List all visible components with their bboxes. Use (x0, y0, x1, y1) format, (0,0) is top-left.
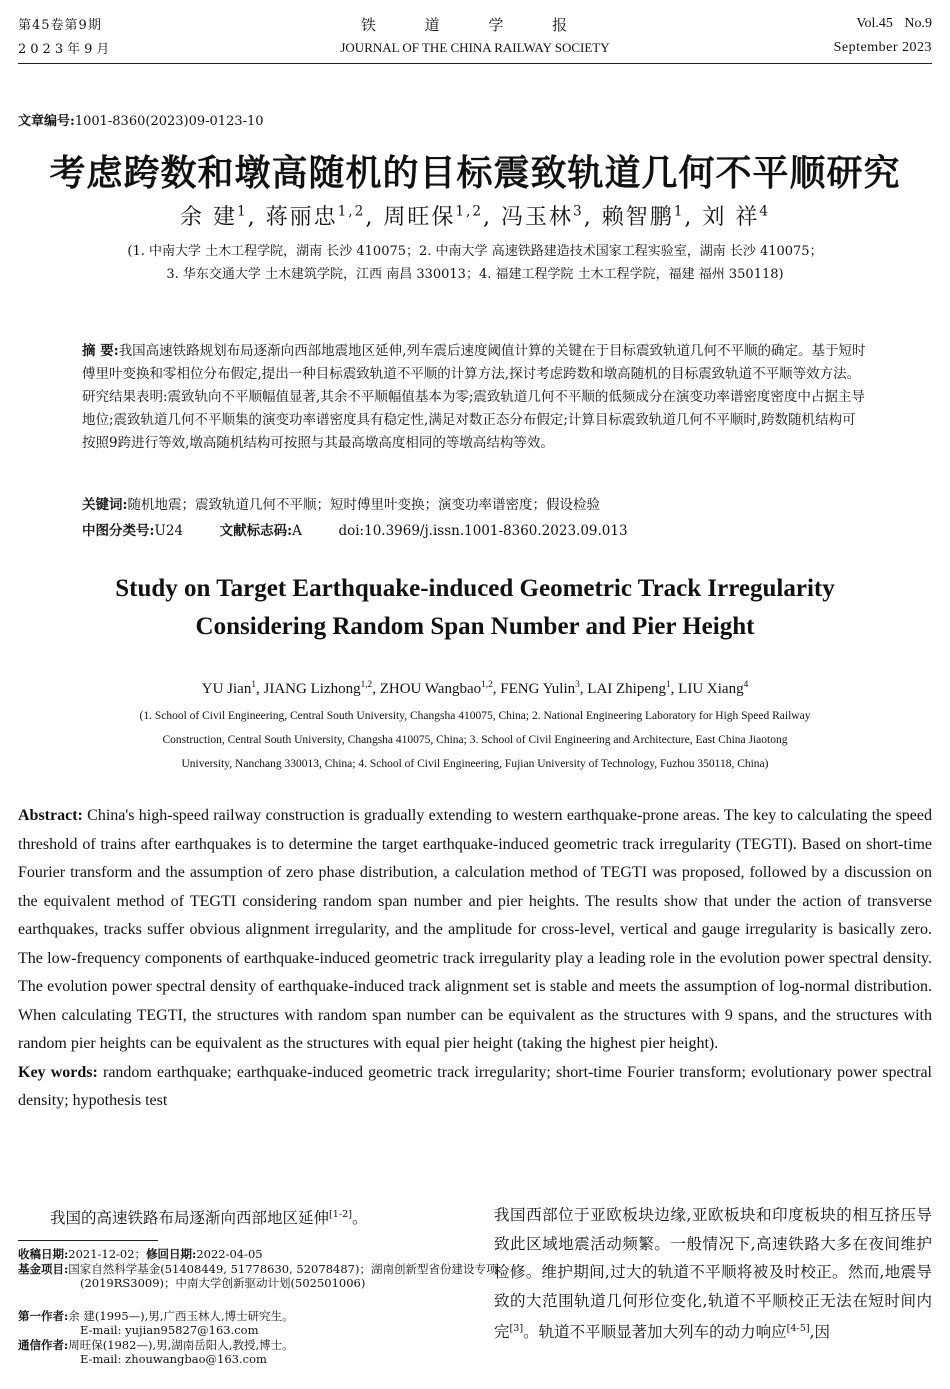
clc-value: U24 (154, 523, 184, 539)
cn-keywords (82, 494, 868, 517)
en-author: FENG Yulin (500, 681, 576, 697)
footnote-text: 2021-12-02； (68, 1247, 147, 1261)
cn-keywords-text: 随机地震；震致轨道几何不平顺；短时傅里叶变换；演变功率谱密度；假设检验 (127, 497, 600, 513)
cn-abstract (82, 340, 868, 455)
cn-authors: 余 建$^1$, 蒋丽忠$^{1,2}$, 周旺保$^{1,2}$, 冯玉林$^3$, 赖智鹏$^1$, 刘 祥$^4$ (179, 203, 771, 230)
en-author-sup: 1,2 (481, 680, 493, 690)
cn-keywords-label: 关键词: (82, 497, 128, 513)
cn-author-sup: 1,2 (337, 203, 366, 220)
footnote-text: 周旺保(1982—),男,湖南岳阳人,教授,博士。 (68, 1338, 294, 1352)
en-author: ZHOU Wangbao (379, 681, 482, 697)
cn-author: 冯玉林 (501, 205, 574, 230)
en-author-sup: 1,2 (360, 680, 373, 690)
footnote-text: 余 建(1995—),男,广西玉林人,博士研究生。 (68, 1309, 294, 1323)
footnote-first-author (18, 1310, 520, 1337)
en-keywords-label: Key words: (18, 1063, 98, 1081)
body-right-text: 我国西部位于亚欧板块边缘,亚欧板块和印度板块的相互挤压导致此区域地震活动频繁。一般情况下,高速铁路大多在夜间维护检修。维护期间,过大的轨道不平顺将被及时校正。然而,地震导致的大范围轨道几何形位变化,轨道不平顺校正无法在短时间内完 (494, 1206, 932, 1342)
cn-title: 考虑跨数和墩高随机的目标震致轨道几何不平顺研究 (49, 152, 901, 194)
cn-author: 赖智鹏 (601, 205, 674, 230)
footnote-label: 第一作者: (18, 1309, 69, 1323)
en-author: JIANG Lizhong (263, 681, 361, 697)
body-left-text: 我国的高速铁路布局逐渐向西部地区延伸 (50, 1209, 330, 1228)
cn-author-sup: 1 (236, 203, 248, 220)
footnote-email: E-mail: yujian95827@163.com (80, 1322, 259, 1337)
clc-label: 中图分类号: (82, 523, 155, 539)
body-right-text: 。轨道不平顺显著加大列车的动力响应 (523, 1323, 787, 1342)
en-author: LIU Xiang (678, 681, 744, 697)
citation: [4-5] (786, 1323, 810, 1334)
en-author-sup: 1 (666, 680, 671, 690)
header-journal-en: JOURNAL OF THE CHINA RAILWAY SOCIETY (340, 40, 610, 55)
cn-abstract-label: 摘 要: (82, 343, 119, 359)
footnote-label: 通信作者: (18, 1338, 69, 1352)
en-keywords-text: random earthquake; earthquake-induced geometric track irregularity; short-time Fourier transform; evolutionary power spectral density; hypothesis test (18, 1063, 932, 1109)
cn-author-sup: 3 (573, 203, 584, 220)
en-author-sup: 3 (575, 680, 580, 690)
body-right-column (494, 1201, 932, 1347)
doi: doi:10.3969/j.issn.1001-8360.2023.09.013 (338, 523, 628, 539)
cn-author: 周旺保 (383, 205, 456, 230)
en-author-sup: 1 (251, 680, 256, 690)
footnote-funding (18, 1263, 520, 1290)
cn-author: 余 建 (179, 205, 237, 230)
body-right-text: ,因 (809, 1323, 830, 1342)
footnote-rule (18, 1240, 158, 1241)
cn-author: 刘 祥 (702, 205, 760, 230)
doc-code-label: 文献标志码: (219, 523, 293, 539)
footnote-label: 基金项目: (18, 1262, 69, 1276)
article-number-label: 文章编号: (18, 114, 75, 129)
en-abstract (18, 802, 932, 1116)
body-left-intro (50, 1201, 470, 1233)
en-affiliation-line: Construction, Central South University, Changsha 410075, China; 3. School of Civil Engineering and Architecture, East China Jiaotong (162, 734, 788, 746)
cn-classification (82, 520, 868, 543)
footnote-corresponding (18, 1339, 520, 1366)
header-date: 2023年9月 (18, 42, 114, 57)
header-issue: 第45卷第9期 (18, 18, 102, 33)
cn-author-sup: 1,2 (455, 203, 483, 220)
footnote-received (18, 1248, 458, 1262)
footnote-text: 2022-04-05 (196, 1247, 263, 1261)
doc-code-value: A (292, 523, 302, 539)
cn-author-sup: 1 (673, 203, 685, 220)
en-affiliation-line: University, Nanchang 330013, China; 4. School of Civil Engineering, Fujian University of Technology, Fuzhou 350118, China) (181, 758, 769, 770)
en-author: LAI Zhipeng (587, 681, 667, 697)
cn-author: 蒋丽忠 (265, 205, 338, 230)
cn-affiliation-line: (1. 中南大学 土木工程学院，湖南 长沙 410075；2. 中南大学 高速铁路建造技术国家工程实验室，湖南 长沙 410075； (127, 244, 823, 259)
article-number (18, 110, 264, 129)
footnote-text: 国家自然科学基金(51408449, 51778630, 52078487)；湖南创新型省份建设专项(2019RS3009)；中南大学创新驱动计划(502501006) (68, 1262, 498, 1290)
en-authors: YU Jian$^1$, JIANG Lizhong$^{1,2}$, ZHOU Wangbao$^{1,2}$, FENG Yulin$^3$, LAI Zhipeng$^1$, LIU Xiang$^4$ (201, 680, 749, 697)
footnote-email: E-mail: zhouwangbao@163.com (80, 1351, 267, 1366)
body-left-tail: 。 (351, 1209, 368, 1228)
citation: [3] (509, 1323, 524, 1334)
cn-affiliation-line: 3. 华东交通大学 土木建筑学院，江西 南昌 330013；4. 福建工程学院 土木工程学院，福建 福州 350118) (166, 267, 784, 282)
en-title-line1: Study on Target Earthquake-induced Geometric Track Irregularity (115, 575, 835, 602)
footnote-label: 收稿日期: (18, 1247, 69, 1261)
header-journal-cn: 铁 道 学 报 (360, 16, 590, 34)
article-number-value: 1001-8360(2023)09-0123-10 (74, 114, 264, 129)
en-title-line2: Considering Random Span Number and Pier Height (195, 613, 755, 640)
en-abstract-text: China's high-speed railway construction is gradually extending to western earthquake-prone areas. The key to calculating the speed threshold of trains after earthquakes is to determine the target earthquake-induced geometric track irregularity (TEGTI). Based on short-time Fourier transform and the assumption of zero phase distribution, a calculation method of TEGTI was proposed, followed by a discussion on the equivalent method of TEGTI considering random span number and pier heights. The results show that under the action of transverse earthquakes, tracks suffer obvious alignment irregularity, and the amplitude for cross-level, vertical and gauge irregularity is basically zero. The low-frequency components of earthquake-induced geometric track irregularity play a leading role in the evolution power spectral density. The evolution power spectral density of earthquake-induced track alignment set is stable and meets the assumption of log-normal distribution. When calculating TEGTI, the structures with random span number can be equivalent as the structures with 9 spans, and the structures with random pier heights can be equivalent as the structures with equal pier height (taking the highest pier height). (18, 807, 932, 1052)
en-affiliation-line: (1. School of Civil Engineering, Central South University, Changsha 410075, China; 2. National Engineering Laboratory for High Speed Railway (139, 710, 811, 722)
header-month: September 2023 (833, 40, 932, 55)
header-rule (18, 63, 932, 64)
citation: [1-2] (329, 1209, 352, 1220)
cn-author-sup: 4 (759, 203, 771, 220)
header-volume: Vol.45 No.9 (856, 16, 932, 31)
en-author-sup: 4 (743, 680, 749, 690)
en-abstract-label: Abstract: (18, 807, 83, 824)
footnote-label: 修回日期: (146, 1247, 197, 1261)
en-author: YU Jian (201, 681, 252, 697)
cn-abstract-text: 我国高速铁路规划布局逐渐向西部地震地区延伸,列车震后速度阈值计算的关键在于目标震致轨道几何不平顺的确定。基于短时傅里叶变换和零相位分布假定,提出一种目标震致轨道不平顺的计算方法,探讨考虑跨数和墩高随机的目标震致轨道不平顺等效方法。研究结果表明:震致轨向不平顺幅值显著,其余不平顺幅值基本为零;震致轨道几何不平顺的低频成分在演变功率谱密度密度中占据主导地位;震致轨道几何不平顺集的演变功率谱密度具有稳定性,满足对数正态分布假定;计算目标震致轨道几何不平顺时,跨数随机结构可按照9跨进行等效,墩高随机结构可按照与其最高墩高度相同的等墩高结构等效。 (82, 343, 866, 451)
